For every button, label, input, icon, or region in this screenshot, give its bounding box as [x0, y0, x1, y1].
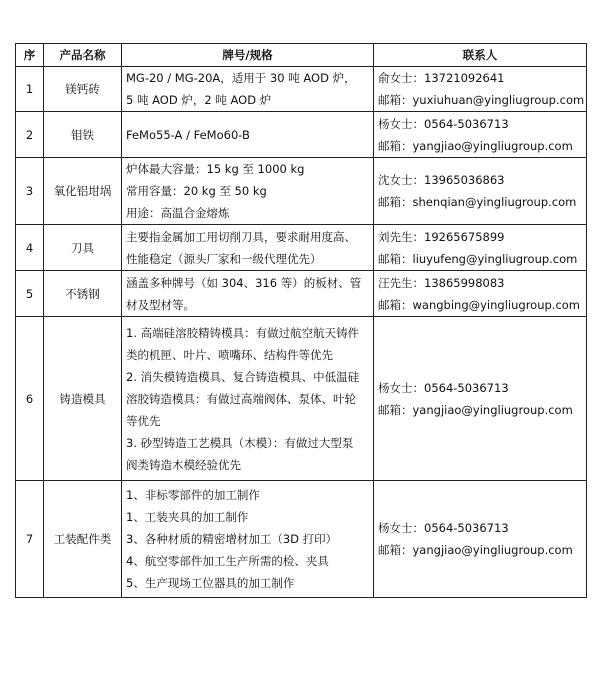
contact-phone: 沈女士：13965036863: [378, 173, 505, 187]
header-spec: 牌号/规格: [122, 44, 374, 67]
contact-phone: 杨女士：0564-5036713: [378, 521, 509, 535]
header-seq: 序: [16, 44, 44, 67]
contact-email: 邮箱：shenqian@yingliugroup.com: [378, 195, 577, 209]
spec-line: 溶胶铸造模具：有做过高端阀体、泵体、叶轮: [126, 391, 356, 406]
spec-cell: [122, 225, 374, 271]
product-name: 钼铁: [44, 112, 122, 158]
table-row: [16, 158, 587, 225]
contact-cell: [374, 225, 587, 271]
spec-line: 4、航空零部件加工生产所需的检、夹具: [126, 554, 329, 568]
row-number: 1: [16, 67, 44, 112]
product-name: 镁钙砖: [44, 67, 122, 112]
spec-line: 常用容量：20 kg 至 50 kg: [126, 184, 267, 198]
spec-line: 类的机匣、叶片、喷嘴环、结构件等优先: [126, 347, 333, 362]
spec-line: 涵盖多种牌号（如 304、316 等）的板材、管: [126, 275, 362, 290]
product-name: 工装配件类: [44, 481, 122, 598]
spec-cell: [122, 112, 374, 158]
spec-line: 阀类铸造木模经验优先: [126, 457, 241, 472]
spec-line: 材及型材等。: [126, 297, 195, 312]
spec-line: 1、非标零部件的加工制作: [126, 488, 260, 502]
table-row: [16, 317, 587, 481]
spec-line: 1、工装夹具的加工制作: [126, 510, 249, 524]
spec-line: 炉体最大容量：15 kg 至 1000 kg: [126, 162, 305, 176]
row-number: 7: [16, 481, 44, 598]
spec-line: 主要指金属加工用切削刀具，要求耐用度高、: [126, 229, 356, 244]
spec-line: 2. 消失模铸造模具、复合铸造模具、中低温硅: [126, 369, 360, 384]
contact-phone: 杨女士：0564-5036713: [378, 116, 509, 131]
table-row: [16, 481, 587, 598]
row-number: 5: [16, 271, 44, 317]
contact-email: 邮箱：yangjiao@yingliugroup.com: [378, 402, 573, 417]
spec-line: 5 吨 AOD 炉，2 吨 AOD 炉: [126, 93, 272, 107]
table-header-row: [16, 44, 587, 67]
contact-email: 邮箱：liuyufeng@yingliugroup.com: [378, 251, 578, 266]
spec-cell: [122, 271, 374, 317]
contact-cell: [374, 112, 587, 158]
spec-cell: [122, 317, 374, 481]
contact-phone: 汪先生：13865998083: [378, 275, 505, 290]
contact-cell: [374, 481, 587, 598]
contact-cell: [374, 317, 587, 481]
contact-phone: 俞女士：13721092641: [378, 71, 505, 85]
product-name: 不锈钢: [44, 271, 122, 317]
contact-email: 邮箱：yuxiuhuan@yingliugroup.com: [378, 93, 585, 107]
contact-cell: [374, 271, 587, 317]
header-contact: 联系人: [374, 44, 587, 67]
table-row: [16, 67, 587, 112]
row-number: 2: [16, 112, 44, 158]
spec-line: 5、生产现场工位器具的加工制作: [126, 576, 295, 590]
row-number: 4: [16, 225, 44, 271]
spec-line: 3、各种材质的精密增材加工（3D 打印）: [126, 532, 338, 546]
product-name: 铸造模具: [44, 317, 122, 481]
contact-cell: [374, 67, 587, 112]
product-name: 刀具: [44, 225, 122, 271]
contact-cell: [374, 158, 587, 225]
contact-email: 邮箱：wangbing@yingliugroup.com: [378, 297, 581, 312]
table-row: [16, 112, 587, 158]
spec-line: MG-20 / MG-20A，适用于 30 吨 AOD 炉，: [126, 71, 356, 85]
row-number: 6: [16, 317, 44, 481]
header-product-name: 产品名称: [44, 44, 122, 67]
spec-line: 等优先: [126, 413, 161, 428]
contact-phone: 刘先生：19265675899: [378, 229, 505, 244]
table-row: [16, 271, 587, 317]
spec-cell: [122, 158, 374, 225]
spec-cell: [122, 481, 374, 598]
product-name: 氧化铝坩埚: [44, 158, 122, 225]
contact-email: 邮箱：yangjiao@yingliugroup.com: [378, 138, 573, 153]
spec-cell: [122, 67, 374, 112]
spec-line: 3. 砂型铸造工艺模具（木模）：有做过大型泵: [126, 435, 354, 450]
spec-line: 性能稳定（源头厂家和一级代理优先）: [126, 251, 322, 266]
table-row: [16, 225, 587, 271]
spec-line: 1. 高端硅溶胶精铸模具：有做过航空航天铸件: [126, 325, 360, 340]
contact-phone: 杨女士：0564-5036713: [378, 380, 509, 395]
row-number: 3: [16, 158, 44, 225]
supplier-table: [15, 43, 587, 598]
spec-line: FeMo55-A / FeMo60-B: [126, 127, 250, 142]
spec-line: 用途：高温合金熔炼: [126, 206, 230, 220]
contact-email: 邮箱：yangjiao@yingliugroup.com: [378, 543, 573, 557]
